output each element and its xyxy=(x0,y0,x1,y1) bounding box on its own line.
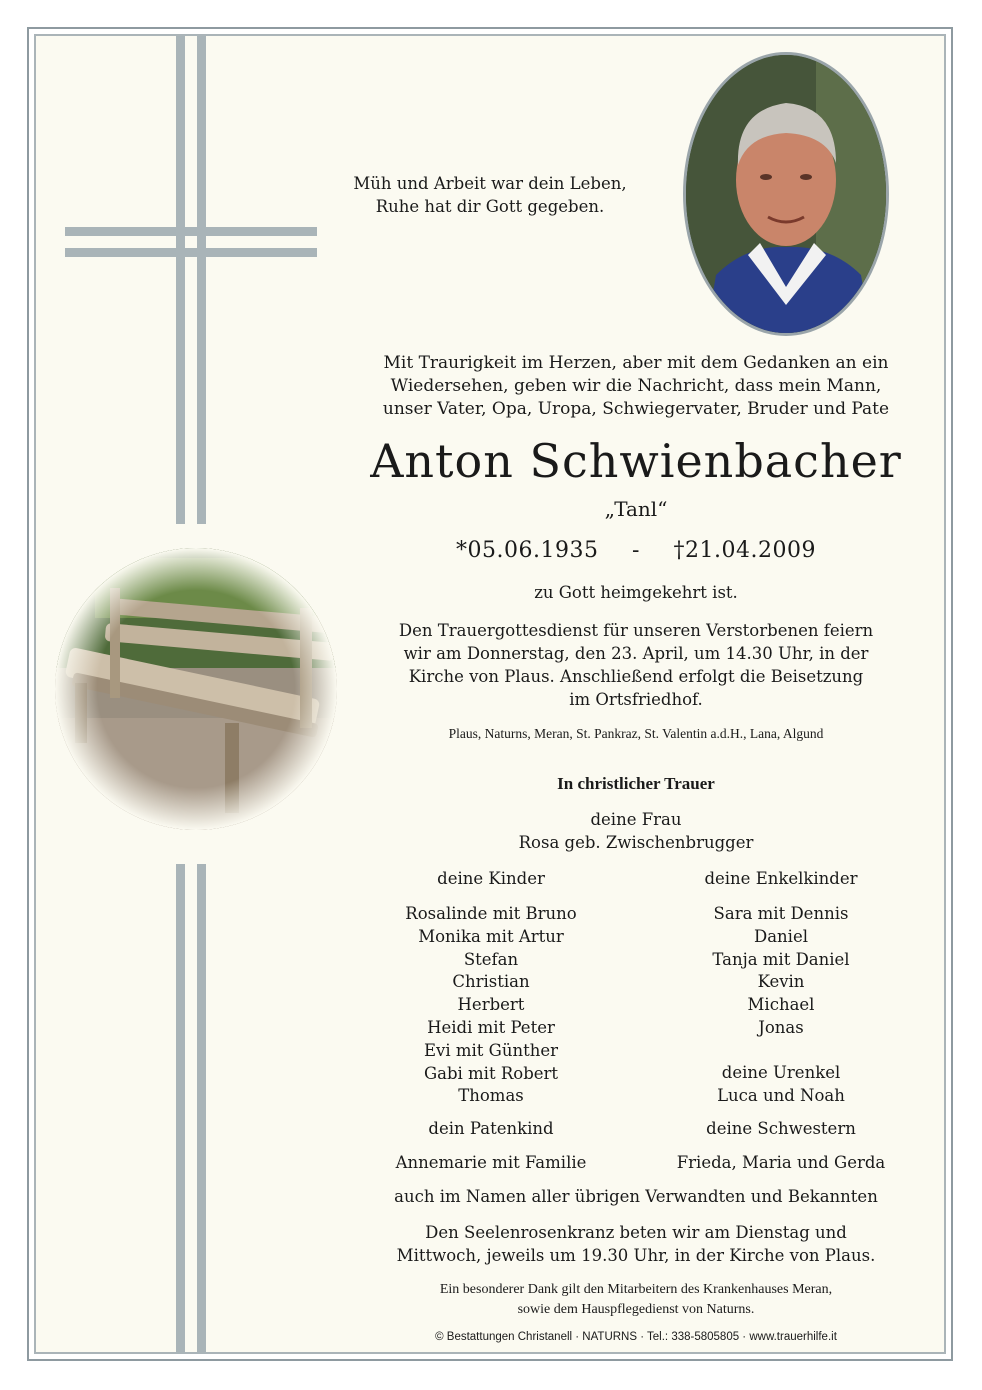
wife-label: deine Frau xyxy=(590,810,682,829)
footer-credit: © Bestattungen Christanell · NATURNS · Tel.: 338-5805805 · www.trauerhilfe.it xyxy=(435,1331,837,1343)
grandchildren-list xyxy=(656,903,906,1040)
thanks-line: sowie dem Hauspflegedienst von Naturns. xyxy=(517,1302,755,1317)
sisters-names: Frieda, Maria und Gerda xyxy=(676,1153,886,1172)
child-name: Monika mit Artur xyxy=(418,926,564,946)
wife-name: Rosa geb. Zwischenbrugger xyxy=(518,833,754,852)
deceased-nickname: „Tanl“ xyxy=(604,497,668,521)
places-list: Plaus, Naturns, Meran, St. Pankraz, St. Valentin a.d.H., Lana, Algund xyxy=(448,726,824,741)
grandchild-name: Daniel xyxy=(753,926,808,946)
intro-line: Wiedersehen, geben wir die Nachricht, dass mein Mann, xyxy=(390,376,882,396)
godchild-name: Annemarie mit Familie xyxy=(395,1153,587,1172)
service-line: wir am Donnerstag, den 23. April, um 14.30 Uhr, in der xyxy=(403,644,869,663)
service-line: Kirche von Plaus. Anschließend erfolgt die Beisetzung xyxy=(408,667,864,686)
rosary-line: Mittwoch, jeweils um 19.30 Uhr, in der Kirche von Plaus. xyxy=(396,1246,876,1265)
child-name: Christian xyxy=(452,972,530,992)
child-name: Gabi mit Robert xyxy=(423,1063,559,1083)
child-name: Heidi mit Peter xyxy=(427,1017,555,1037)
thanks-line: Ein besonderer Dank gilt den Mitarbeitern des Krankenhauses Meran, xyxy=(439,1282,833,1297)
announcement-intro xyxy=(345,352,927,421)
death-date: †21.04.2009 xyxy=(673,538,816,563)
service-line: im Ortsfriedhof. xyxy=(569,690,703,709)
intro-line: Mit Traurigkeit im Herzen, aber mit dem Gedanken an ein xyxy=(383,353,889,373)
funeral-service-info xyxy=(345,619,927,711)
mourning-heading: In christlicher Trauer xyxy=(557,774,715,793)
thanks-note xyxy=(345,1280,927,1320)
great-grandchildren-label: deine Urenkel xyxy=(721,1063,841,1082)
grandchild-name: Kevin xyxy=(757,972,805,992)
service-line: Den Trauergottesdienst für unseren Verstorbenen feiern xyxy=(398,621,874,640)
date-separator: - xyxy=(632,538,640,563)
child-name: Rosalinde mit Bruno xyxy=(405,904,577,923)
portrait-photo xyxy=(683,52,889,336)
children-label: deine Kinder xyxy=(437,869,545,888)
child-name: Evi mit Günther xyxy=(423,1040,559,1060)
grandchildren-label: deine Enkelkinder xyxy=(704,869,858,888)
grandchild-name: Tanja mit Daniel xyxy=(712,949,850,969)
life-dates xyxy=(345,536,927,566)
motto-line: Müh und Arbeit war dein Leben, xyxy=(353,174,627,193)
grandchild-name: Michael xyxy=(747,995,815,1015)
godchild-label: dein Patenkind xyxy=(428,1119,554,1138)
bench-photo xyxy=(55,548,337,830)
rosary-info xyxy=(345,1221,927,1267)
child-name: Thomas xyxy=(458,1086,524,1106)
child-name: Herbert xyxy=(457,995,525,1015)
deceased-name: Anton Schwienbacher xyxy=(370,434,902,488)
intro-line: unser Vater, Opa, Uropa, Schwiegervater, Bruder und Pate xyxy=(382,399,890,419)
relatives-note: auch im Namen aller übrigen Verwandten und Bekannten xyxy=(394,1187,878,1206)
birth-date: *05.06.1935 xyxy=(456,538,599,563)
rosary-line: Den Seelenrosenkranz beten wir am Dienstag und xyxy=(425,1223,847,1242)
child-name: Stefan xyxy=(463,949,519,969)
returned-text: zu Gott heimgekehrt ist. xyxy=(534,583,738,602)
sisters-label: deine Schwestern xyxy=(706,1119,856,1138)
children-list xyxy=(366,903,616,1108)
great-grandchildren-names: Luca und Noah xyxy=(717,1086,845,1105)
grandchild-name: Sara mit Dennis xyxy=(713,904,849,923)
wife-block xyxy=(345,808,927,854)
motto-verse xyxy=(300,172,680,218)
motto-line: Ruhe hat dir Gott gegeben. xyxy=(375,197,605,216)
grandchild-name: Jonas xyxy=(758,1017,804,1037)
